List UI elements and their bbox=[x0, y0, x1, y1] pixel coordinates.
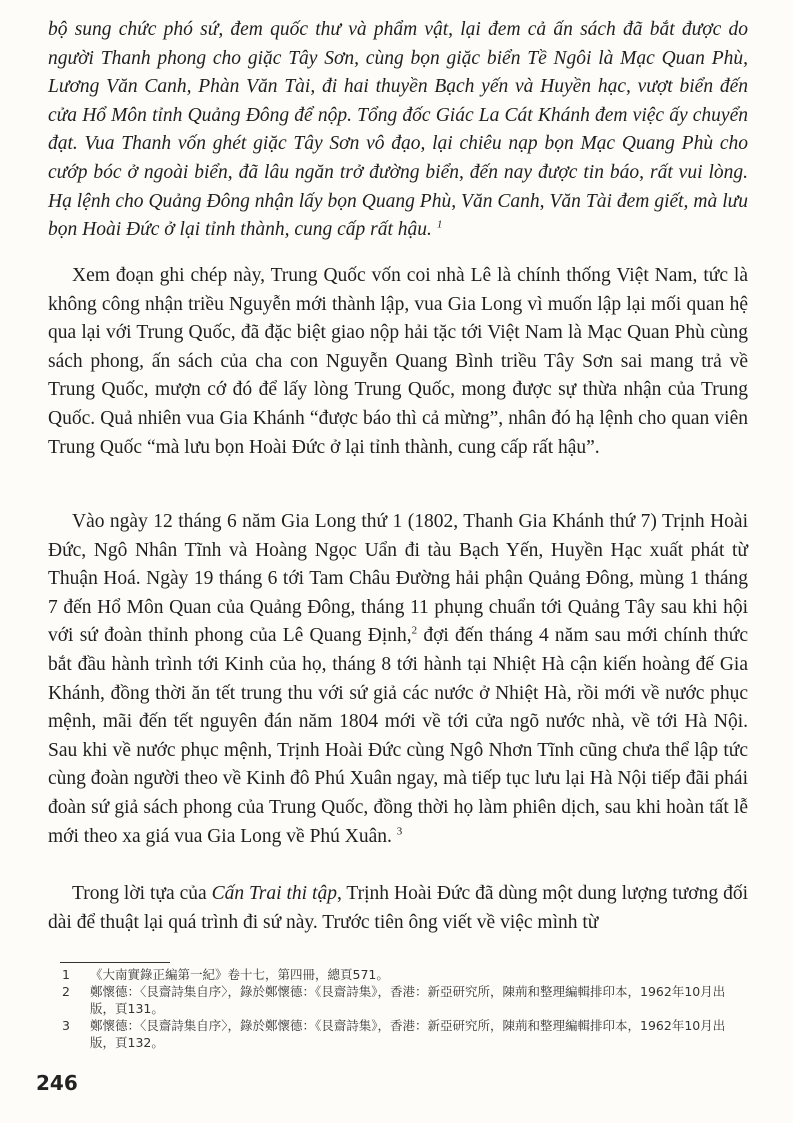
footnote bbox=[60, 983, 750, 1017]
footnote-ref-2: 2 bbox=[411, 624, 418, 637]
footnote-text: 鄭懷德：〈艮齋詩集自序〉，錄於鄭懷德：《艮齋詩集》，香港：新亞研究所，陳荊和整理編輯排印本，1962年10月出版，頁131。 bbox=[90, 984, 726, 1016]
paragraph-2-text-a: Vào ngày 12 tháng 6 năm Gia Long thứ 1 (1802, Thanh Gia Khánh thứ 7) Trịnh Hoài Đức, Ngô Nhân Tĩnh và Hoàng Ngọc Uẩn đi tàu Bạch Yến, Huyền Hạc xuất phát từ Thuận Hoá. Ngày 19 tháng 6 tới Tam Châu Đường hải phận Quảng Đông, mùng 1 tháng 7 đến Hổ Môn Quan của Quảng Đông, tháng 11 phụng chuẩn tới Quảng Tây sau khi hội với sứ đoàn thỉnh phong của Lê Quang Định, bbox=[48, 511, 748, 647]
footnote-text: 《大南實錄正編第一紀》卷十七，第四冊，總頁571。 bbox=[90, 967, 389, 982]
quoted-passage bbox=[48, 16, 748, 245]
page-number: 246 bbox=[36, 1071, 78, 1095]
paragraph-3-text-b: , Trịnh Hoài Đức đã dùng một dung lượng tương đối dài để thuật lại quá trình đi sứ này. Trước tiên ông viết về việc mình từ bbox=[48, 883, 748, 933]
footnote-divider bbox=[60, 962, 170, 963]
footnote-text: 鄭懷德：〈艮齋詩集自序〉，錄於鄭懷德：《艮齋詩集》，香港：新亞研究所，陳荊和整理編輯排印本，1962年10月出版，頁132。 bbox=[90, 1018, 726, 1050]
paragraph-3 bbox=[48, 880, 748, 937]
paragraph-2-text-b: đợi đến tháng 4 năm sau mới chính thức bắt đầu hành trình tới Kinh của họ, tháng 8 tới hành tại Nhiệt Hà cận kiến hoàng đế Gia Khánh, đồng thời ăn tết trung thu với sứ giả các nước ở Nhiệt Hà, rồi mới về nước phục mệnh, mãi đến tết nguyên đán năm 1804 mới về tới cửa ngõ nước nhà, về tới Hà Nội. Sau khi về nước phục mệnh, Trịnh Hoài Đức cùng Ngô Nhơn Tĩnh cũng chưa thể lập tức cùng đoàn người theo về Kinh đô Phú Xuân ngay, mà tiếp tục lưu lại Hà Nội tiếp đãi phái đoàn sứ giả sách phong của Trung Quốc, đồng thời họ làm phiên dịch, sau khi hoàn tất lễ mới theo xa giá vua Gia Long về Phú Xuân. bbox=[48, 625, 748, 847]
paragraph-3-text-a: Trong lời tựa của bbox=[72, 883, 212, 904]
footnote-number: 1 bbox=[62, 967, 70, 982]
footnote-number: 3 bbox=[62, 1018, 70, 1033]
footnote-ref-1: 1 bbox=[436, 218, 443, 231]
book-title: Cấn Trai thi tập bbox=[211, 883, 337, 904]
paragraph-2 bbox=[48, 508, 748, 851]
footnote bbox=[60, 966, 750, 983]
footnote-ref-3: 3 bbox=[396, 825, 403, 838]
footnote-number: 2 bbox=[62, 984, 70, 999]
quote-text: bộ sung chức phó sứ, đem quốc thư và phẩm vật, lại đem cả ấn sách đã bắt được do người Thanh phong cho giặc Tây Sơn, cùng bọn giặc biển Tề Ngôi là Mạc Quan Phù, Lương Văn Canh, Phàn Văn Tài, đi hai thuyền Bạch yến và Huyền hạc, vượt biển đến cửa Hổ Môn tỉnh Quảng Đông để nộp. Tổng đốc Giác La Cát Khánh đem việc ấy chuyển đạt. Vua Thanh vốn ghét giặc Tây Sơn vô đạo, lại chiêu nạp bọn Mạc Quang Phù cho cướp bóc ở ngoài biển, đã lâu ngăn trở đường biển, đến nay được tin báo, rất vui lòng. Hạ lệnh cho Quảng Đông nhận lấy bọn Quang Phù, Văn Canh, Văn Tài đem giết, mà lưu bọn Hoài Đức ở lại tỉnh thành, cung cấp rất hậu. bbox=[48, 19, 748, 241]
footnotes bbox=[60, 966, 750, 1051]
paragraph-1: Xem đoạn ghi chép này, Trung Quốc vốn coi nhà Lê là chính thống Việt Nam, tức là không công nhận triều Nguyễn mới thành lập, vua Gia Long vì muốn lập lại mối quan hệ qua lại với Trung Quốc, đã đặc biệt giao nộp hải tặc tới Việt Nam là Mạc Quan Phù cùng sách phong, ấn sách của cha con Nguyễn Quang Bình triều Tây Sơn sai mang trả về Trung Quốc, mượn cớ đó để lấy lòng Trung Quốc, mong được sự thừa nhận của Trung Quốc. Quả nhiên vua Gia Khánh “được báo thì cả mừng”, nhân đó hạ lệnh cho quan viên Trung Quốc “mà lưu bọn Hoài Đức ở lại tỉnh thành, cung cấp rất hậu”. bbox=[48, 265, 748, 458]
footnote bbox=[60, 1017, 750, 1051]
